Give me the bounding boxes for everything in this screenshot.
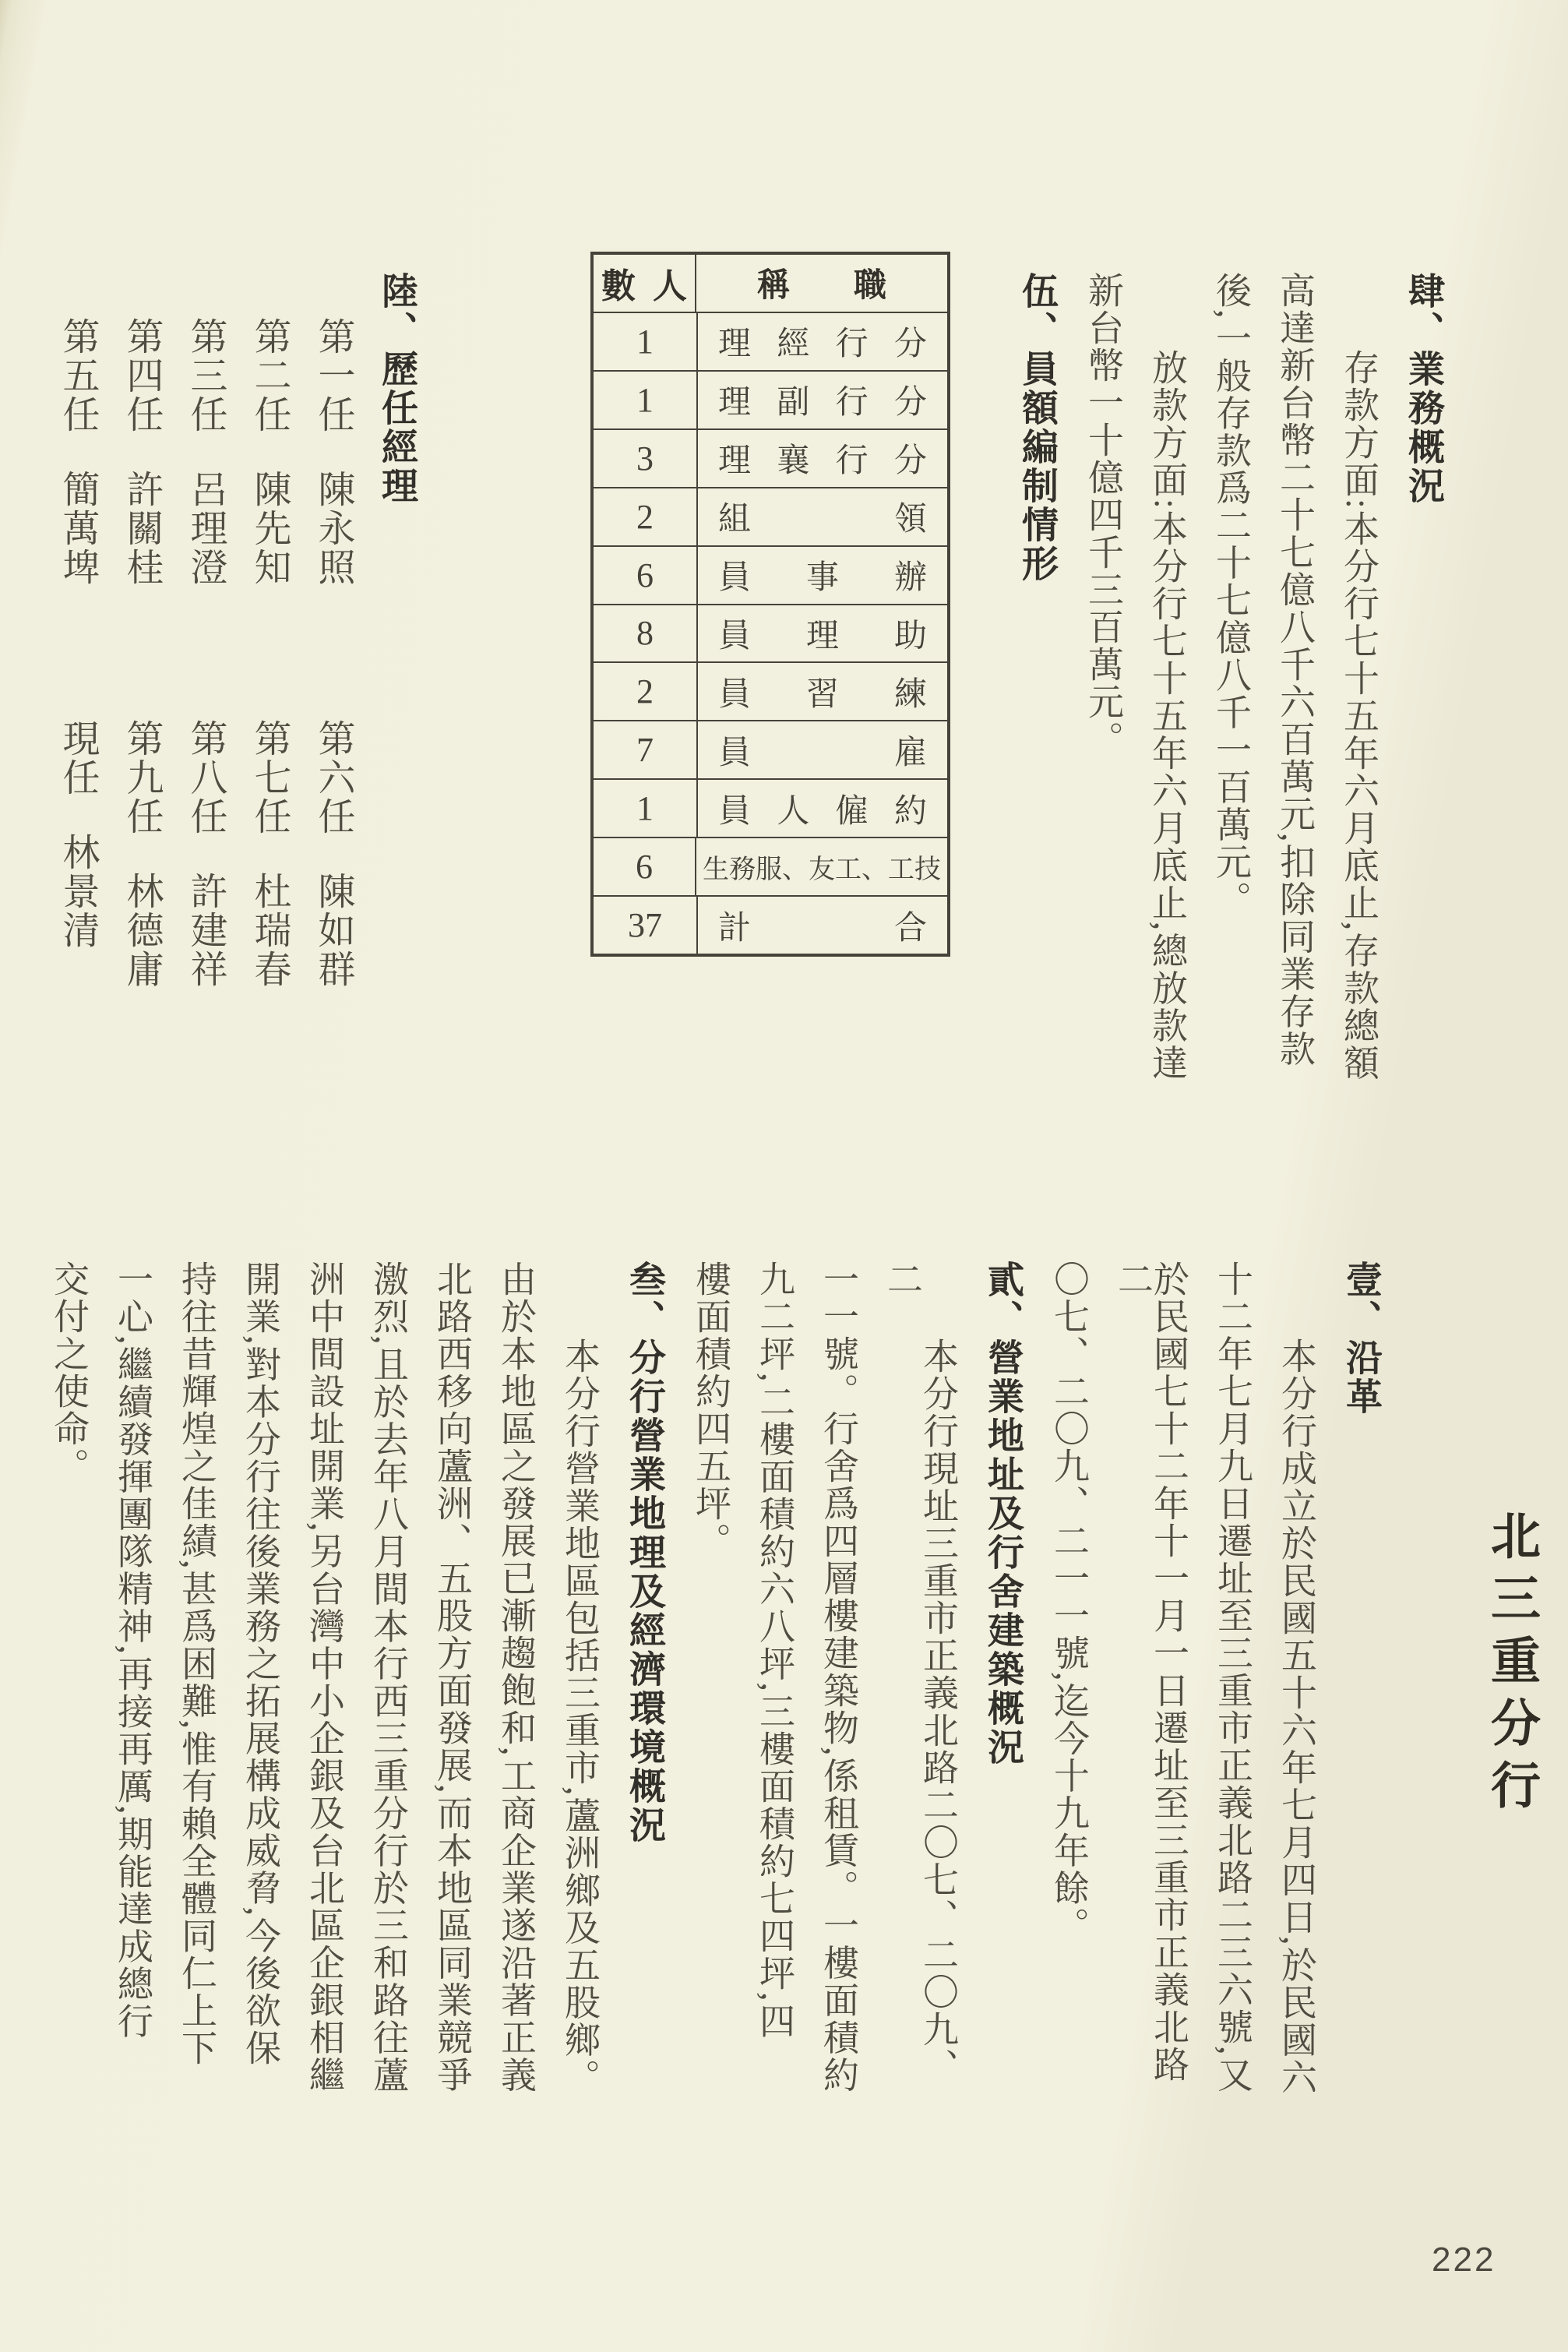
business-overview-section xyxy=(990,272,1443,1129)
business-paragraph: 後,一般存款爲二十七億八千一百萬元。 xyxy=(1211,272,1251,919)
count-cell: 2 xyxy=(594,488,698,545)
managers-heading: 陸、歷任經理 xyxy=(377,272,418,506)
manager-name: 簡萬埤 xyxy=(57,469,98,587)
environment-paragraph: 本分行營業地區包括三重市,蘆洲鄉及五股鄉。 xyxy=(560,1337,600,2096)
manager-name: 林德庸 xyxy=(121,871,162,989)
manager-term: 第七任 xyxy=(248,718,290,836)
manager-name: 杜瑞春 xyxy=(248,871,290,989)
title-cell: 領 組 xyxy=(718,502,927,538)
business-paragraph: 放款方面:本分行七十五年六月底止,總放款達 xyxy=(1147,348,1187,1082)
manager-name: 許建祥 xyxy=(185,871,226,989)
environment-paragraph: 交付之使命。 xyxy=(49,1261,89,1485)
table-row xyxy=(594,604,947,662)
count-cell: 6 xyxy=(594,547,698,604)
title-cell: 辦 事 員 xyxy=(718,560,927,597)
manager-term: 第六任 xyxy=(312,718,354,836)
title-cell: 練 習 員 xyxy=(718,676,927,713)
title-cell: 約 僱 人 員 xyxy=(718,793,927,830)
manager-name: 林景清 xyxy=(57,832,98,950)
history-heading: 壹、沿革 xyxy=(1341,1261,1383,1416)
title-header-cell: 職 稱 xyxy=(757,268,886,305)
count-cell: 6 xyxy=(594,838,696,895)
count-cell: 8 xyxy=(594,605,698,662)
business-paragraph: 高達新台幣二十七億八千六百萬元,扣除同業存款 xyxy=(1275,272,1315,1068)
environment-heading: 叁、分行營業地理及經濟環境概況 xyxy=(625,1261,666,1845)
count-cell: 1 xyxy=(594,372,698,428)
business-paragraph: 新台幣一十億四千三百萬元。 xyxy=(1084,272,1123,758)
manager-term: 現任 xyxy=(57,718,98,797)
title-cell: 雇 員 xyxy=(718,735,927,771)
premises-paragraph: 樓面積約四五坪。 xyxy=(691,1261,731,1560)
premises-paragraph: 一一號。行舍爲四層樓建築物,係租賃。一樓面積約 xyxy=(819,1261,858,2094)
table-row xyxy=(594,895,947,954)
environment-paragraph: 持往昔輝煌之佳績,甚爲困難,惟有賴全體同仁上下 xyxy=(177,1261,217,2067)
branch-chapter-body xyxy=(23,1261,1381,2118)
count-cell: 1 xyxy=(594,780,698,837)
history-paragraph: 〇七、二〇九、二一一號,迄今十九年餘。 xyxy=(1049,1261,1089,1945)
manager-column xyxy=(58,272,96,1129)
table-row xyxy=(594,487,947,545)
manager-term: 第八任 xyxy=(185,718,226,836)
environment-paragraph: 北路西移向蘆洲、五股方面發展,而本地區同業競爭 xyxy=(432,1261,472,2094)
table-row xyxy=(594,837,947,895)
manager-column xyxy=(186,272,224,1129)
table-row xyxy=(594,720,947,778)
premises-paragraph: 九二坪,二樓面積約六八坪,三樓面積約七四坪,四 xyxy=(755,1261,795,2040)
count-cell: 3 xyxy=(594,430,698,487)
manager-term: 第三任 xyxy=(185,316,226,434)
table-row xyxy=(594,428,947,487)
title-cell: 助 理 員 xyxy=(718,618,927,654)
count-cell: 1 xyxy=(594,313,698,370)
title-cell: 分 行 副 理 xyxy=(718,385,927,421)
count-header-cell: 人 數 xyxy=(594,255,696,312)
manager-term: 第四任 xyxy=(121,316,162,434)
managers-section xyxy=(32,272,417,1129)
table-row xyxy=(594,545,947,604)
table-row xyxy=(594,312,947,370)
history-paragraph: 於民國七十二年十一月一日遷址至三重市正義北路二 xyxy=(1113,1261,1189,2083)
manager-name: 呂理澄 xyxy=(185,469,226,587)
title-cell: 分 行 經 理 xyxy=(718,326,927,363)
history-paragraph: 本分行成立於民國五十六年七月四日,於民國六 xyxy=(1277,1337,1316,2096)
table-row xyxy=(594,661,947,720)
table-row xyxy=(594,370,947,428)
manager-term: 第二任 xyxy=(248,316,290,434)
environment-paragraph: 由於本地區之發展已漸趨飽和,工商企業遂沿著正義 xyxy=(496,1261,536,2094)
environment-paragraph: 一心,繼續發揮團隊精神,再接再厲,期能達成總行 xyxy=(113,1261,153,2040)
manager-name: 陳如群 xyxy=(312,871,354,989)
table-row xyxy=(594,778,947,837)
count-cell: 37 xyxy=(594,897,698,954)
history-paragraph: 十二年七月九日遷址至三重市正義北路二三六號,又 xyxy=(1213,1261,1253,2094)
environment-paragraph: 開業,對本分行往後業務之拓展構成威脅,今後欲保 xyxy=(241,1261,280,2067)
environment-paragraph: 激烈,且於去年八月間本行西三重分行於三和路往蘆 xyxy=(368,1261,408,2094)
environment-paragraph: 洲中間設址開業,另台灣中小企銀及台北區企銀相繼 xyxy=(305,1261,344,2094)
manager-term: 第五任 xyxy=(57,316,98,434)
staffing-heading: 伍、員額編制情形 xyxy=(1017,272,1059,584)
count-cell: 7 xyxy=(594,721,698,778)
manager-term: 第九任 xyxy=(121,718,162,836)
manager-term: 第一任 xyxy=(312,316,354,434)
manager-column xyxy=(248,272,290,1129)
business-paragraph: 存款方面:本分行七十五年六月底止,存款總額 xyxy=(1339,348,1379,1082)
manager-column xyxy=(312,272,354,1129)
staffing-table xyxy=(590,252,950,957)
page-number: 222 xyxy=(1432,2241,1496,2279)
manager-name: 陳永照 xyxy=(312,469,354,587)
manager-name: 陳先知 xyxy=(248,469,290,587)
chapter-title: 北三重分行 xyxy=(1484,1510,1540,1821)
premises-paragraph: 本分行現址三重市正義北路二〇七、二〇九、二 xyxy=(883,1261,958,2086)
manager-name: 許關桂 xyxy=(121,469,162,587)
business-heading: 肆、業務概況 xyxy=(1404,272,1445,506)
title-cell: 技 工 、 工 友 、 服 務 生 xyxy=(703,855,941,885)
table-header-row xyxy=(594,255,947,312)
premises-heading: 貳、營業地址及行舍建築概況 xyxy=(983,1261,1024,1767)
count-cell: 2 xyxy=(594,663,698,720)
title-cell: 分 行 襄 理 xyxy=(718,443,927,480)
manager-column xyxy=(122,272,160,1129)
title-cell: 合 計 xyxy=(718,910,927,947)
